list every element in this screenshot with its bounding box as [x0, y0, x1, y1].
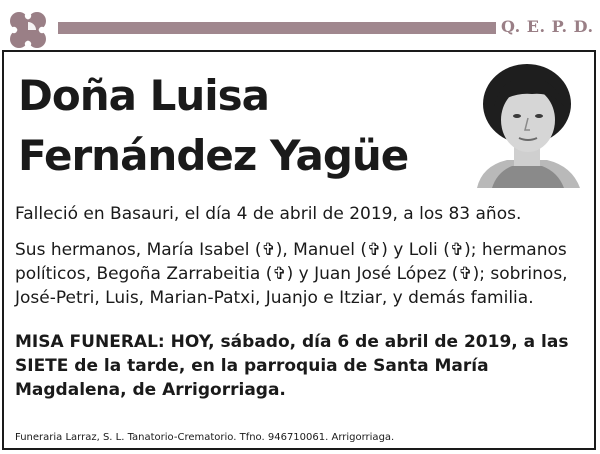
deceased-name-line1: Doña Luisa: [18, 71, 269, 120]
funeral-mass-info: MISA FUNERAL: HOY, sábado, día 6 de abril de 2019, a las SIETE de la tarde, en la parroquia de Santa María Magdalena, de Arrigorriaga.: [15, 332, 569, 400]
funeral-home-info: Funeraria Larraz, S. L. Tanatorio-Crematorio. Tfno. 946710061. Arrigorriaga.: [15, 432, 395, 443]
family-list: Sus hermanos, María Isabel (✞), Manuel (✞) y Loli (✞); hermanos políticos, Begoña Zarrabeitia (✞) y Juan José López (✞); sobrinos, José-Petri, Luis, Marian-Patxi, Juanjo e Itziar, y demás familia.: [15, 240, 568, 308]
deceased-name-line2: Fernández Yagüe: [18, 131, 409, 180]
portrait-photo: [472, 58, 582, 188]
lauburu-icon: [4, 6, 52, 54]
qepd-label: Q. E. P. D.: [501, 17, 594, 36]
deceased-name: [18, 66, 458, 186]
header-bar: [58, 22, 496, 34]
death-notice: Falleció en Basauri, el día 4 de abril de 2019, a los 83 años.: [15, 204, 522, 224]
